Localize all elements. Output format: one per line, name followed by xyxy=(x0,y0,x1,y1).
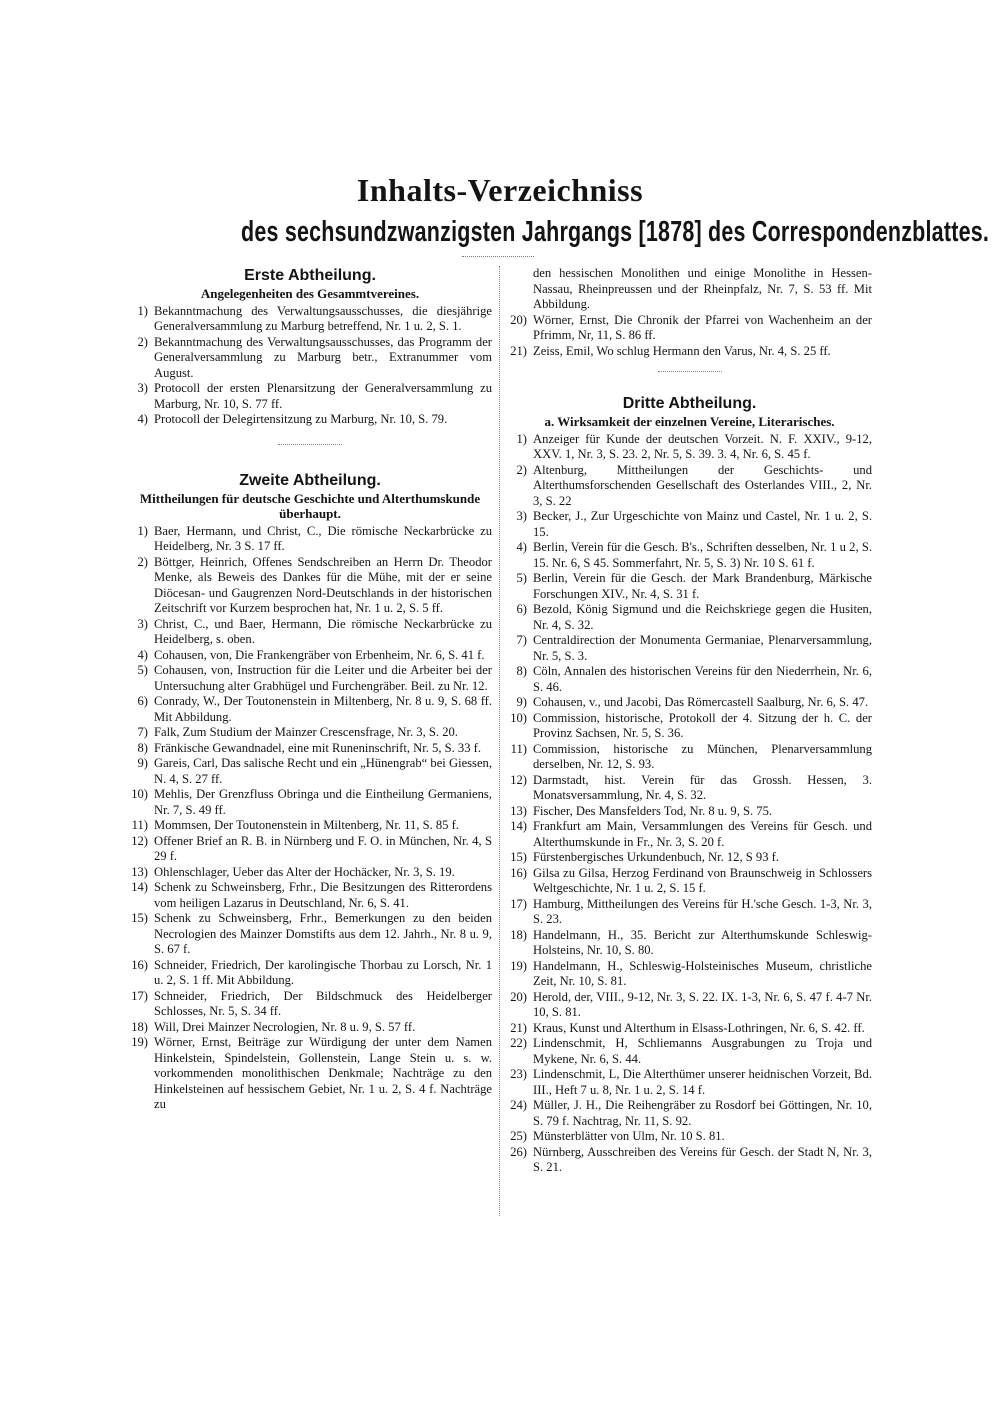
entry-text: Lindenschmit, L, Die Alterthümer unserer heidnischen Vorzeit, Bd. III., Heft 7 u. 8, Nr. 1 u. 2, S. 14 f. xyxy=(533,1067,872,1097)
entry-number: 5) xyxy=(137,663,148,677)
entry-text: Centraldirection der Monumenta Germaniae, Plenarversammlung, Nr. 5, S. 3. xyxy=(533,633,872,663)
entry-text: Hamburg, Mittheilungen des Vereins für H.'sche Gesch. 1-3, Nr. 3, S. 23. xyxy=(533,896,872,926)
entry-text: Schenk zu Schweinsberg, Frhr., Die Besitzungen des Ritterordens vom heiligen Lazarus in Deutschland, Nr. 6, S. 41. xyxy=(154,880,492,910)
entry-number: 22) xyxy=(510,1036,527,1050)
entry-number: 7) xyxy=(137,725,148,739)
entry-number: 13) xyxy=(131,864,148,879)
entry-number: 25) xyxy=(510,1129,527,1143)
list-item xyxy=(128,865,492,881)
entry-text: Fränkische Gewandnadel, eine mit Runeninschrift, Nr. 5, S. 33 f. xyxy=(154,740,482,755)
entry-text: Altenburg, Mittheilungen der Geschichts- und Alterthumsforschenden Gesellschaft des Osterlandes VIII., 2, Nr. 3, S. 22 xyxy=(533,462,872,508)
entry-text: Münsterblätter von Ulm, Nr. 10 S. 81. xyxy=(533,1129,725,1143)
list-item xyxy=(507,711,872,742)
entry-text: Frankfurt am Main, Versammlungen des Vereins für Gesch. und Alterthumskunde in Fr., Nr. 3, S. 20 f. xyxy=(533,819,872,849)
list-item xyxy=(507,990,872,1021)
entry-number: 3) xyxy=(516,509,527,523)
list-item xyxy=(128,335,492,382)
page-subtitle: des sechsundzwanzigsten Jahrgangs [1878] des Correspondenzblattes. xyxy=(241,216,990,248)
list-item xyxy=(507,344,872,360)
entry-text: Baer, Hermann, und Christ, C., Die römische Neckarbrücke zu Heidelberg, Nr. 3 S. 17 ff. xyxy=(154,523,492,553)
list-item xyxy=(128,524,492,555)
entry-text: Berlin, Verein für die Gesch. der Mark Brandenburg, Märkische Forschungen XIV., Nr. 4, S. 31 f. xyxy=(533,571,872,601)
entry-text: Zeiss, Emil, Wo schlug Hermann den Varus, Nr. 4, S. 25 ff. xyxy=(533,343,831,358)
entry-text: Fischer, Des Mansfelders Tod, Nr. 8 u. 9, S. 75. xyxy=(533,803,773,818)
entry-number: 4) xyxy=(137,412,148,426)
entry-text: Falk, Zum Studium der Mainzer Crescensfrage, Nr. 3, S. 20. xyxy=(154,725,458,739)
entry-number: 20) xyxy=(510,312,527,327)
entry-text: Cöln, Annalen des historischen Vereins für den Niederrhein, Nr. 6, S. 46. xyxy=(533,664,872,694)
entry-text: Bezold, König Sigmund und die Reichskriege gegen die Husiten, Nr. 4, S. 32. xyxy=(533,602,872,632)
entry-number: 18) xyxy=(510,927,527,942)
entry-text: Müller, J. H., Die Reihengräber zu Rosdorf bei Göttingen, Nr. 10, S. 79 f. Nachtrag, Nr. 11, S. 92. xyxy=(533,1098,872,1128)
entry-number: 24) xyxy=(510,1098,527,1112)
entry-number: 19) xyxy=(510,958,527,973)
entry-text: den hessischen Monolithen und einige Monolithe in Hessen-Nassau, Rheinpreussen und der Rheinpfalz, Nr. 7, S. 53 ff. Mit Abbildung. xyxy=(533,266,872,311)
entry-number: 12) xyxy=(131,833,148,848)
entry-number: 9) xyxy=(137,756,148,770)
section-title-zweite: Zweite Abtheilung. xyxy=(239,471,381,489)
entry-text: Darmstadt, hist. Verein für das Grossh. Hessen, 3. Monatsversammlung, Nr. 4, S. 32. xyxy=(533,772,872,802)
list-item xyxy=(507,463,872,510)
entry-text: Commission, historische, Protokoll der 4. Sitzung der h. C. der Provinz Sachsen, Nr. 5, S. 36. xyxy=(533,710,872,740)
entry-list xyxy=(507,432,872,1176)
subsection-heading: a. Wirksamkeit der einzelnen Vereine, Literarisches. xyxy=(544,414,835,429)
entry-number: 23) xyxy=(510,1067,527,1081)
list-item xyxy=(507,850,872,866)
entry-number: 2) xyxy=(137,554,148,569)
list-item xyxy=(507,540,872,571)
entry-number: 18) xyxy=(131,1019,148,1034)
section-title-erste: Erste Abtheilung. xyxy=(244,267,376,284)
subsection-heading: Angelegenheiten des Gesammtvereines. xyxy=(200,286,420,301)
list-item xyxy=(128,756,492,787)
entry-number: 1) xyxy=(516,431,527,446)
page-title: Inhalts-Verzeichniss xyxy=(356,172,644,208)
entry-number: 1) xyxy=(137,303,148,318)
entry-text: Commission, historische zu München, Plenarversammlung derselben, Nr. 12, S. 93. xyxy=(533,741,872,771)
entry-number: 16) xyxy=(510,865,527,880)
list-item xyxy=(507,1129,872,1145)
entry-text: Cohausen, von, Die Frankengräber von Erbenheim, Nr. 6, S. 41 f. xyxy=(154,647,485,662)
entry-text: Bekanntmachung des Verwaltungsausschusses, das Programm der Generalversammlung zu Marburg betr., Extranummer vom August. xyxy=(154,334,492,380)
list-item xyxy=(507,866,872,897)
entry-number: 20) xyxy=(510,989,527,1004)
entry-text: Mehlis, Der Grenzfluss Obringa und die Eintheilung Germaniens, Nr. 7, S. 49 ff. xyxy=(154,787,492,817)
list-item-continuation xyxy=(507,266,872,313)
entry-number: 3) xyxy=(137,381,148,395)
entry-text: Cohausen, v., und Jacobi, Das Römercastell Saalburg, Nr. 6, S. 47. xyxy=(533,695,869,709)
entry-text: Cohausen, von, Instruction für die Leiter und die Arbeiter bei der Untersuchung alter Grabhügel und Furchengräber. Beil. zu Nr. 12. xyxy=(154,663,492,693)
list-item xyxy=(128,304,492,335)
entry-number: 11) xyxy=(131,818,148,832)
list-item xyxy=(128,412,492,428)
subsection-heading: Mittheilungen für deutsche Geschichte und Alterthumskunde überhaupt. xyxy=(139,490,481,521)
list-item xyxy=(507,509,872,540)
entry-number: 3) xyxy=(137,616,148,631)
entry-text: Anzeiger für Kunde der deutschen Vorzeit. N. F. XXIV., 9-12, XXV. 1, Nr. 3, S. 23. 2, Nr. 5, S. 39. 3. 4, Nr. 6, S. 45 f. xyxy=(533,431,872,461)
entry-number: 21) xyxy=(510,343,527,358)
entry-number xyxy=(507,266,533,313)
entry-text: Conrady, W., Der Toutonenstein in Miltenberg, Nr. 8 u. 9, S. 68 ff. Mit Abbildung. xyxy=(154,694,492,724)
entry-number: 21) xyxy=(510,1020,527,1035)
entry-number: 5) xyxy=(516,571,527,585)
entry-text: Fürstenbergisches Urkundenbuch, Nr. 12, S 93 f. xyxy=(533,850,780,864)
entry-text: Christ, C., und Baer, Hermann, Die römische Neckarbrücke zu Heidelberg, s. oben. xyxy=(154,616,492,646)
list-item xyxy=(507,664,872,695)
entry-list xyxy=(128,304,492,428)
list-item xyxy=(128,787,492,818)
entry-text: Schneider, Friedrich, Der karolingische Thorbau zu Lorsch, Nr. 1 u. 2, S. 1 ff. Mit Abbildung. xyxy=(154,957,492,987)
entry-text: Kraus, Kunst und Alterthum in Elsass-Lothringen, Nr. 6, S. 42. ff. xyxy=(533,1020,865,1035)
entry-text: Wörner, Ernst, Beiträge zur Würdigung der unter dem Namen Hinkelstein, Spindelstein, Gollenstein, Lange Stein u. s. w. vorkommenden monolithischen Denkmale; Nachträge zu den Hinkelsteinen auf hessischem Gebiet, Nr. 1 u. 2, S. 4 f. Nachträge zu xyxy=(154,1035,492,1111)
list-item xyxy=(507,773,872,804)
entry-text: Ohlenschlager, Ueber das Alter der Hochäcker, Nr. 3, S. 19. xyxy=(154,864,455,879)
entry-text: Protocoll der Delegirtensitzung zu Marburg, Nr. 10, S. 79. xyxy=(154,412,448,426)
entry-text: Gareis, Carl, Das salische Recht und ein „Hünengrab“ bei Giessen, N. 4, S. 27 ff. xyxy=(154,756,492,786)
list-item xyxy=(507,1145,872,1176)
list-item xyxy=(128,958,492,989)
ornament-divider xyxy=(278,444,342,449)
list-item xyxy=(128,880,492,911)
list-item xyxy=(128,555,492,617)
entry-number: 2) xyxy=(516,462,527,477)
entry-number: 2) xyxy=(137,334,148,349)
entry-number: 6) xyxy=(137,694,148,708)
list-item xyxy=(128,1035,492,1113)
entry-number: 4) xyxy=(137,647,148,662)
list-item xyxy=(128,725,492,741)
entry-text: Offener Brief an R. B. in Nürnberg und F. O. in München, Nr. 4, S 29 f. xyxy=(154,833,492,863)
list-item xyxy=(507,1036,872,1067)
entry-text: Herold, der, VIII., 9-12, Nr. 3, S. 22. IX. 1-3, Nr. 6, S. 47 f. 4-7 Nr. 10, S. 81. xyxy=(533,989,872,1019)
list-item xyxy=(507,1021,872,1037)
entry-text: Wörner, Ernst, Die Chronik der Pfarrei von Wachenheim an der Pfrimm, Nr, 11, S. 86 ff. xyxy=(533,312,872,342)
list-item xyxy=(128,663,492,694)
list-item xyxy=(128,818,492,834)
entry-number: 17) xyxy=(510,896,527,911)
entry-text: Schenk zu Schweinsberg, Frhr., Bemerkungen zu den beiden Necrologien des Mainzer Domstifts aus dem 12. Jahrh., Nr. 8 u. 9, S. 67 f. xyxy=(154,911,492,956)
entry-number: 7) xyxy=(516,633,527,647)
entry-text: Handelmann, H., 35. Bericht zur Alterthumskunde Schleswig-Holsteins, Nr. 10, S. 80. xyxy=(533,927,872,957)
entry-number: 4) xyxy=(516,540,527,554)
entry-list xyxy=(128,524,492,1113)
ornament-divider xyxy=(658,371,722,376)
section-title-dritte: Dritte Abtheilung. xyxy=(622,395,757,412)
entry-number: 19) xyxy=(131,1035,148,1049)
list-item xyxy=(507,742,872,773)
entry-number: 11) xyxy=(510,741,527,756)
list-item xyxy=(507,897,872,928)
entry-number: 14) xyxy=(510,819,527,833)
entry-text: Nürnberg, Ausschreiben des Vereins für Gesch. der Stadt N, Nr. 3, S. 21. xyxy=(533,1144,872,1174)
entry-number: 12) xyxy=(510,772,527,787)
list-item xyxy=(507,819,872,850)
entry-number: 15) xyxy=(131,911,148,925)
list-item xyxy=(128,694,492,725)
entry-text: Schneider, Friedrich, Der Bildschmuck des Heidelberger Schlosses, Nr. 5, S. 34 ff. xyxy=(154,988,492,1018)
list-item xyxy=(507,633,872,664)
list-item xyxy=(507,602,872,633)
entry-text: Gilsa zu Gilsa, Herzog Ferdinand von Braunschweig in Schlossers Weltgeschichte, Nr. 1 u. 2, S. 15 f. xyxy=(533,865,872,895)
list-item xyxy=(507,695,872,711)
entry-text: Lindenschmit, H, Schliemanns Ausgrabungen zu Troja und Mykene, Nr. 6, S. 44. xyxy=(533,1036,872,1066)
entry-number: 15) xyxy=(510,850,527,864)
list-item xyxy=(128,911,492,958)
list-item xyxy=(128,741,492,757)
list-item xyxy=(507,432,872,463)
entry-number: 10) xyxy=(131,787,148,801)
entry-number: 16) xyxy=(131,957,148,972)
list-item xyxy=(507,1098,872,1129)
right-column xyxy=(507,266,872,1176)
entry-number: 1) xyxy=(137,523,148,538)
entry-text: Protocoll der ersten Plenarsitzung der Generalversammlung zu Marburg, Nr. 10, S. 77 ff. xyxy=(154,381,492,411)
list-item xyxy=(128,617,492,648)
list-item xyxy=(507,928,872,959)
list-item xyxy=(507,1067,872,1098)
entry-number: 8) xyxy=(516,664,527,678)
entry-number: 10) xyxy=(510,710,527,725)
list-item xyxy=(507,804,872,820)
list-item xyxy=(507,571,872,602)
left-column xyxy=(128,266,492,1113)
list-item xyxy=(507,959,872,990)
entry-text: Böttger, Heinrich, Offenes Sendschreiben an Herrn Dr. Theodor Menke, als Beweis des Dankes für die Mühe, mit der er seine Diöcesan- und Gaugrenzen Nord-Deutschlands in der historischen Zeitschrift vor Kurzem besprochen hat, Nr. 1 u. 2, S. 5 ff. xyxy=(154,554,492,615)
entry-text: Bekanntmachung des Verwaltungsausschusses, die diesjährige Generalversammlung zu Marburg betreffend, Nr. 1 u. 2, S. 1. xyxy=(154,303,492,333)
entry-number: 6) xyxy=(516,602,527,616)
entry-text: Becker, J., Zur Urgeschichte von Mainz und Castel, Nr. 1 u. 2, S. 15. xyxy=(533,509,872,539)
list-item xyxy=(128,834,492,865)
entry-text: Berlin, Verein für die Gesch. B's., Schriften desselben, Nr. 1 u 2, S. 15. Nr. 6, S 45. Sommerfahrt, Nr. 5, S. 3) Nr. 10 S. 61 f. xyxy=(533,540,872,570)
entry-text: Handelmann, H., Schleswig-Holsteinisches Museum, christliche Zeit, Nr. 10, S. 81. xyxy=(533,958,872,988)
entry-number: 8) xyxy=(137,740,148,755)
ornament-divider xyxy=(462,256,534,263)
entry-text: Will, Drei Mainzer Necrologien, Nr. 8 u. 9, S. 57 ff. xyxy=(154,1019,416,1034)
entry-text: Mommsen, Der Toutonenstein in Miltenberg, Nr. 11, S. 85 f. xyxy=(154,818,459,832)
list-item xyxy=(128,381,492,412)
entry-number: 9) xyxy=(516,695,527,709)
list-item xyxy=(128,1020,492,1036)
list-item xyxy=(507,313,872,344)
entry-number: 13) xyxy=(510,803,527,818)
entry-number: 26) xyxy=(510,1144,527,1159)
column-divider xyxy=(499,266,501,1216)
entry-number: 17) xyxy=(131,988,148,1003)
list-item xyxy=(128,648,492,664)
entry-number: 14) xyxy=(131,880,148,894)
list-item xyxy=(128,989,492,1020)
